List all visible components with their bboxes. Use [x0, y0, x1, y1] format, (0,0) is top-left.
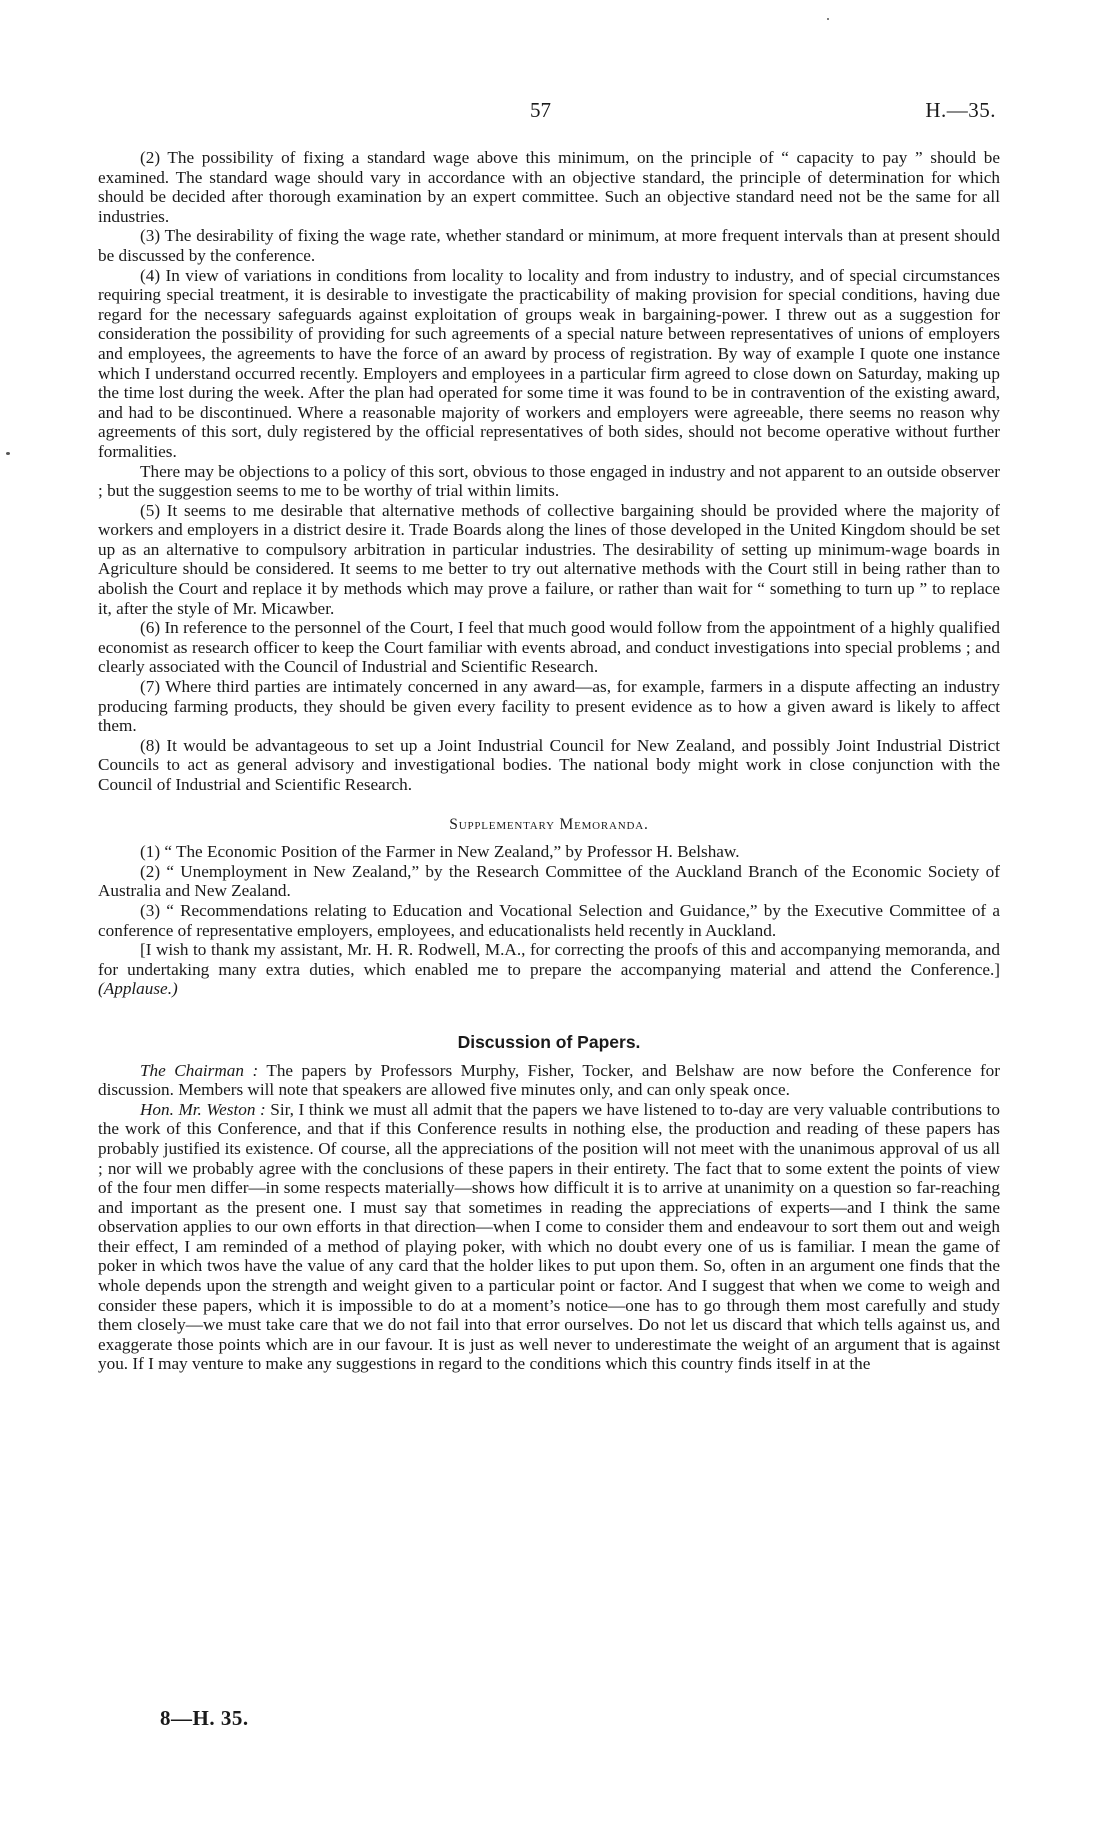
applause-note: (Applause.): [98, 979, 178, 999]
paragraph-objections: There may be objections to a policy of this sort, obvious to those engaged in industry and not apparent to an outside observer ; but the suggestion seems to me to be worthy of trial within limits.: [98, 461, 1000, 501]
page-number: 57: [530, 98, 551, 122]
weston-speech: Sir, I think we must all admit that the papers we have listened to to-day are very valuable contributions to the work of this Conference, and that if this Conference results in nothing else, the production and reading of these papers has probably justified its existence. Of course, all the appreciations of the position will not meet with the unanimous approval of us all ; nor will we probably agree with the conclusions of these papers in their entirety. The fact that to some extent the points of view of the four men differ—in some respects materially—shows how difficult it is to arrive at unanimity on a question so far-reaching and important as the present one. I must say that sometimes in reading the appreciations of experts—and I think the same observation applies to our own efforts in that direction—when I come to consider them and endeavour to sort them out and weigh their effect, I am reminded of a method of playing poker, with which no doubt every one of us is familiar. I mean the game of poker in which twos have the value of any card that the holder likes to put upon them. So, often in an argument one finds that the whole depends upon the strength and weight given to a particular point or factor. And I suggest that when we come to weigh and consider these papers, which it is impossible to do at a moment’s notice—one has to go through them most carefully and study them closely—we must take care that we do not fail into that error ourselves. Do not let us discard that which tells against us, and exaggerate those points which are in our favour. It is just as well never to underestimate the weight of an argument that is against you. If I may venture to make any suggestions in regard to the conditions which this country finds itself in at the: [98, 1099, 1000, 1374]
page-header: [0, 98, 1114, 128]
paragraph-2: (2) The possibility of fixing a standard wage above this minimum, on the principle of “ capacity to pay ” should be examined. The standard wage should vary in accordance with an objective standard, the principle of determination for which should be decided after thorough examination by an expert committee. Such an objective standard need not be the same for all industries.: [98, 148, 1000, 226]
paragraph-5: (5) It seems to me desirable that alternative methods of collective bargaining should be provided where the majority of workers and employers in a district desire it. Trade Boards along the lines of those developed in the United Kingdom should be set up as an alternative to compulsory arbitration in particular industries. The desirability of setting up minimum-wage boards in Agriculture should be considered. It seems to me better to try out alternative methods with the Court still in being rather than to abolish the Court and replace it by methods which may prove a failure, or rather than wait for “ something to turn up ” to replace it, after the style of Mr. Micawber.: [98, 500, 1000, 618]
memorandum-item: (3) “ Recommendations relating to Education and Vocational Selection and Guidance,” by the Executive Committee of a conference of representative employers, employees, and educationalists held recently in Auckland.: [98, 900, 1000, 940]
chairman-speech: The papers by Professors Murphy, Fisher, Tocker, and Belshaw are now before the Conference for discussion. Members will note that speakers are allowed five minutes only, and can only speak once.: [98, 1060, 1000, 1100]
discussion-heading: Discussion of Papers.: [457, 1031, 641, 1052]
paragraph-7: (7) Where third parties are intimately concerned in any award—as, for example, farmers in a dispute affecting an industry producing farming products, they should be given every facility to present evidence as to how a given award is likely to affect them.: [98, 677, 1000, 736]
paragraph-8: (8) It would be advantageous to set up a Joint Industrial Council for New Zealand, and possibly Joint Industrial District Councils to act as general advisory and investigational bodies. The national body might work in close conjunction with the Council of Industrial and Scientific Research.: [98, 735, 1000, 794]
acknowledgement-paragraph: [98, 940, 1000, 999]
document-reference: H.—35.: [925, 98, 996, 122]
speaker-chairman: The Chairman :: [140, 1060, 259, 1080]
paragraph-6: (6) In reference to the personnel of the Court, I feel that much good would follow from the appointment of a highly qualified economist as research officer to keep the Court familiar with events abroad, and conduct investigations into special problems ; and clearly associated with the Council of Industrial and Scientific Research.: [98, 618, 1000, 677]
chairman-paragraph: [98, 1061, 1000, 1100]
document-body: [98, 148, 1000, 1374]
memorandum-item: (2) “ Unemployment in New Zealand,” by the Research Committee of the Auckland Branch of the Economic Society of Australia and New Zealand.: [98, 861, 1000, 901]
paragraph-4: (4) In view of variations in conditions from locality to locality and from industry to industry, and of special circumstances requiring special treatment, it is desirable to investigate the practicability of making provision for special conditions, having due regard for the necessary safeguards against exploitation of groups weak in bargaining-power. I threw out as a suggestion for consideration the possibility of providing for such agreements of a special nature between representatives of unions of employers and employees, the agreements to have the force of an award by process of registration. By way of example I quote one instance which I understand occurred recently. Employers and employees in a particular firm agreed to close down on Saturday, making up the time lost during the week. After the plan had operated for some time it was found to be in contravention of the existing award, and had to be discontinued. Where a reasonable majority of workers and employers were agreeable, there seems no reason why agreements of this sort, duly registered by the official representatives of both sides, should not become operative without further formalities.: [98, 265, 1000, 461]
speaker-weston: Hon. Mr. Weston :: [140, 1099, 266, 1119]
acknowledgement-text: [I wish to thank my assistant, Mr. H. R. Rodwell, M.A., for correcting the proofs of this and accompanying memoranda, and for undertaking many extra duties, which enabled me to prepare the accompanying material and attend the Conference.]: [98, 940, 1000, 979]
paragraph-3: (3) The desirability of fixing the wage rate, whether standard or minimum, at more frequent intervals than at present should be discussed by the conference.: [98, 226, 1000, 265]
supplementary-heading: Supplementary Memoranda.: [449, 815, 649, 833]
memorandum-item: (1) “ The Economic Position of the Farmer in New Zealand,” by Professor H. Belshaw.: [140, 842, 740, 862]
scan-speck: [6, 452, 10, 455]
page-signature: 8—H. 35.: [160, 1706, 249, 1730]
weston-paragraph: [98, 1100, 1000, 1374]
scan-speck: [827, 18, 829, 20]
